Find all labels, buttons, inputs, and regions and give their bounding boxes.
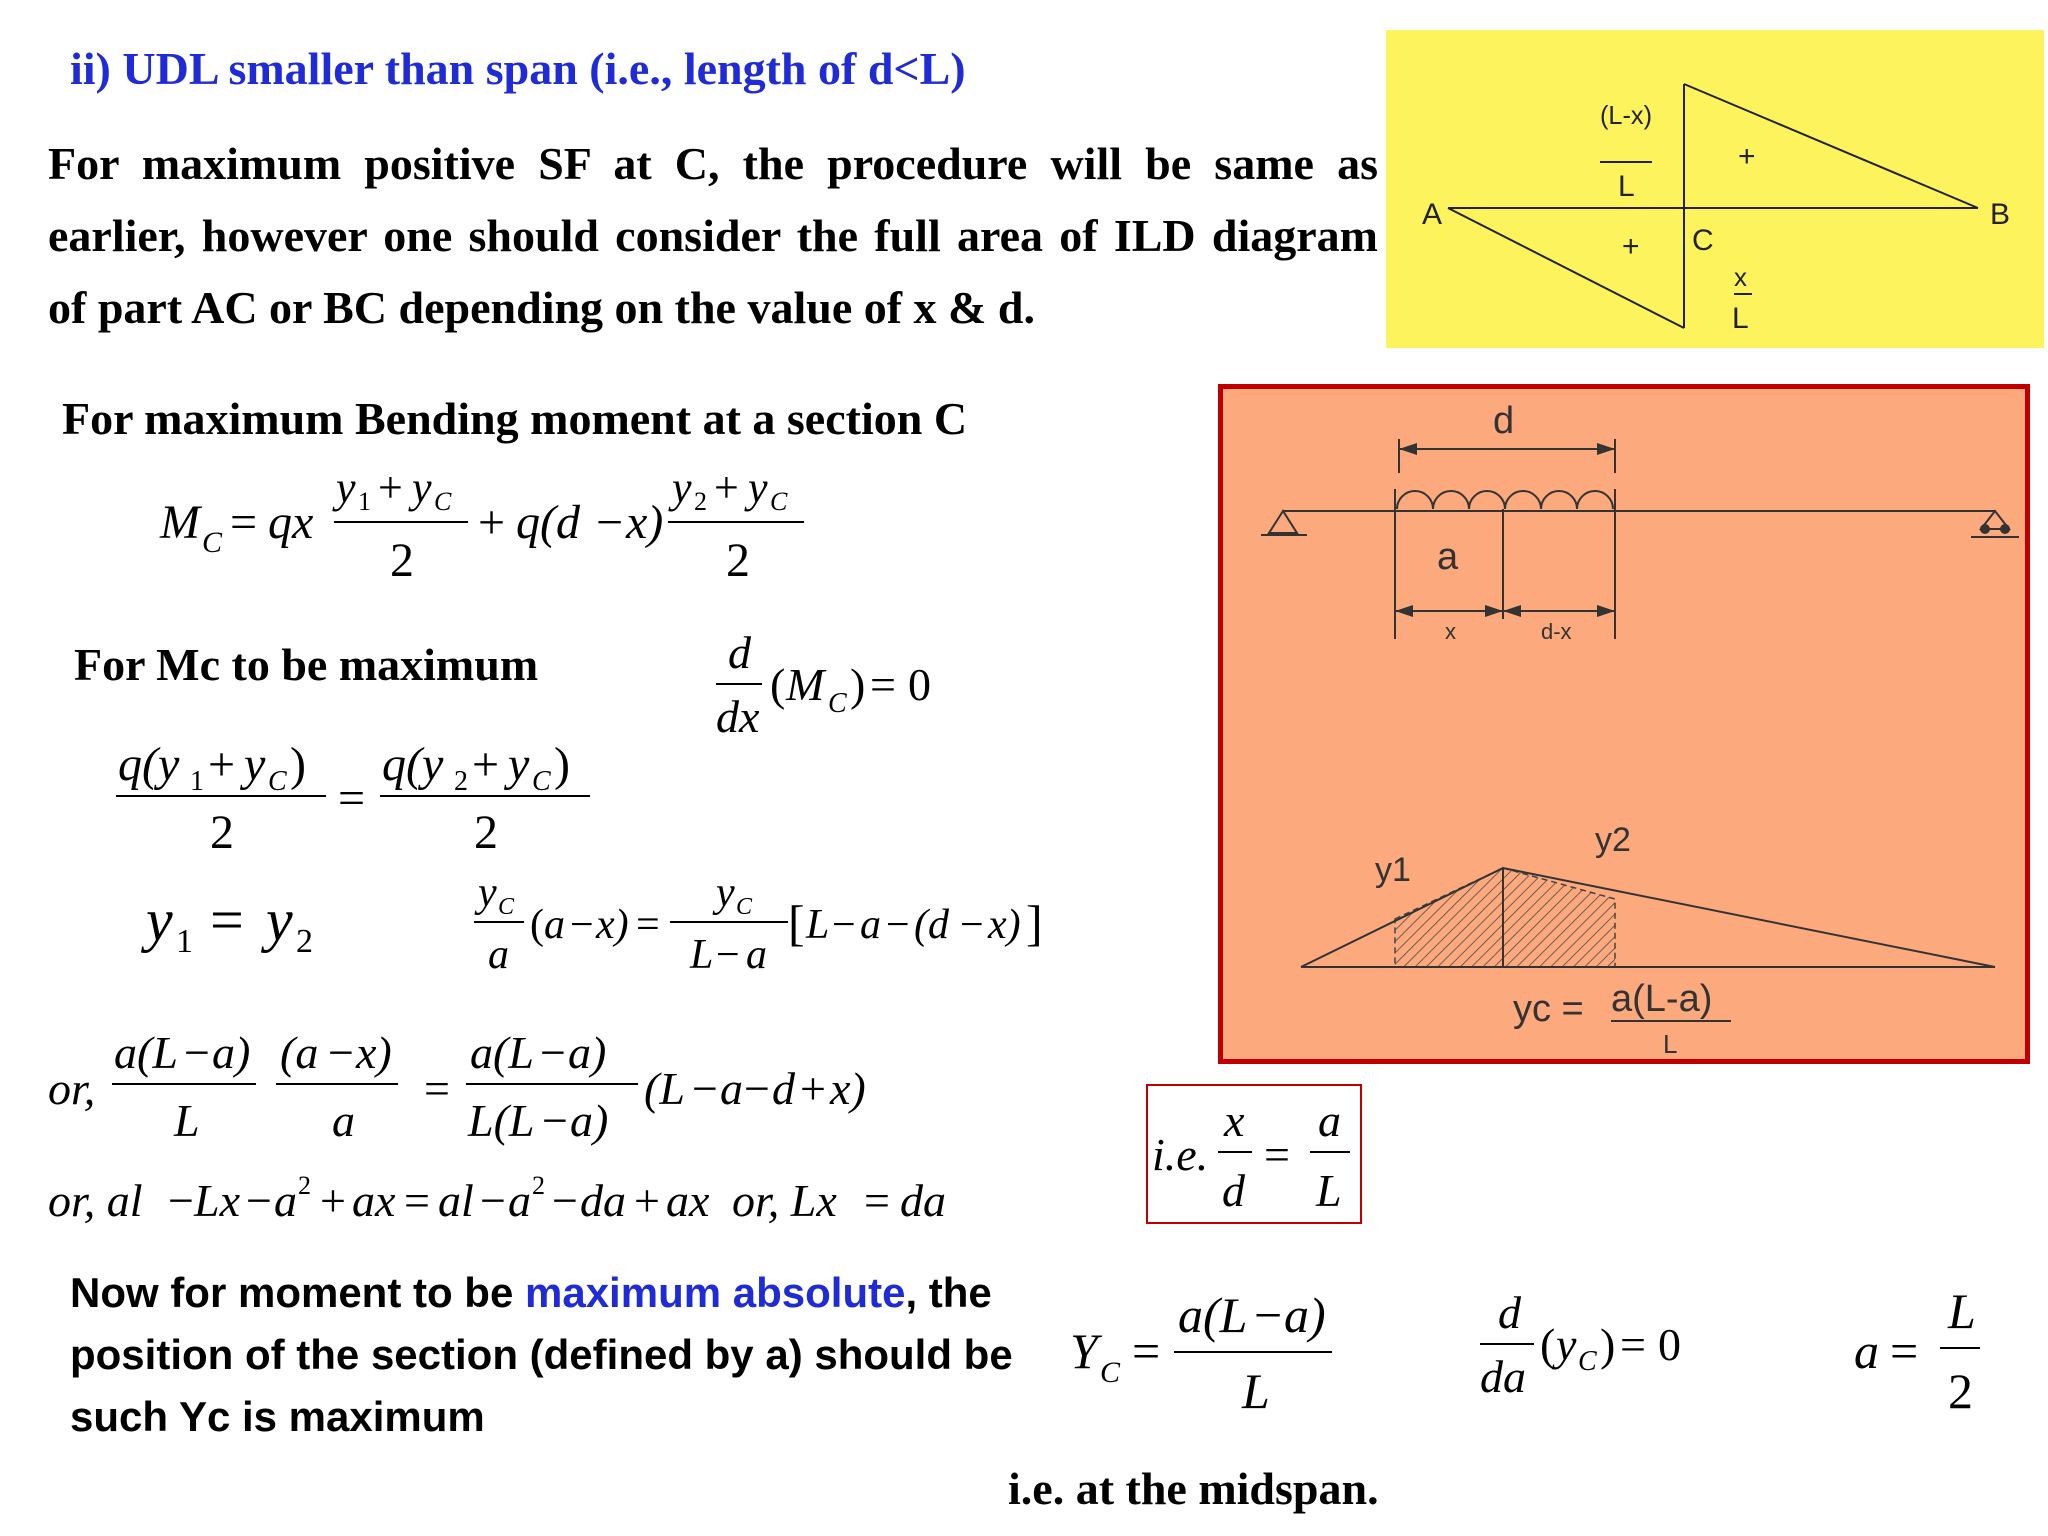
svg-text:2: 2 <box>454 766 468 797</box>
svg-text:y: y <box>508 738 530 791</box>
svg-text:C: C <box>434 487 452 516</box>
svg-text:a: a <box>332 1095 355 1146</box>
svg-text:qx: qx <box>268 496 314 549</box>
svg-text:or,: or, <box>48 1063 96 1114</box>
ild-negative-line <box>1448 208 1684 328</box>
svg-text:=: = <box>870 659 896 710</box>
label-y2: y2 <box>1595 821 1631 859</box>
svg-text:C: C <box>268 766 287 797</box>
svg-text:C: C <box>532 766 551 797</box>
svg-text:1: 1 <box>176 923 193 960</box>
mc-maximum-label: For Mc to be maximum <box>74 639 539 690</box>
svg-text:ax: ax <box>352 1175 396 1226</box>
svg-text:x): x) <box>596 902 629 948</box>
svg-text:C: C <box>828 688 847 719</box>
svg-text:(d: (d <box>914 902 949 948</box>
svg-text:a: a <box>860 902 881 948</box>
svg-text:+: + <box>634 1175 660 1226</box>
svg-text:y: y <box>266 887 293 953</box>
sf-paragraph: For maximum positive SF at C, the procedure will be same as earlier, however one should consider the full area of ILD diagram of part AC or BC depending on the value of x & d. <box>48 138 1378 333</box>
label-yc: yc = <box>1513 988 1584 1030</box>
svg-text:2: 2 <box>726 534 750 587</box>
derivative-yc-equation <box>1474 1287 1734 1420</box>
svg-text:a: a <box>720 1063 743 1114</box>
svg-text:(: ( <box>1540 1319 1556 1370</box>
svg-text:y: y <box>336 463 356 512</box>
svg-text:+: + <box>208 738 236 791</box>
svg-text:): ) <box>554 738 570 791</box>
midspan-conclusion: i.e. at the midspan. <box>1008 1463 1379 1514</box>
svg-text:+: + <box>320 1175 346 1226</box>
svg-text:d: d <box>1222 1165 1245 1216</box>
y1-equals-y2 <box>140 880 360 970</box>
svg-text:2: 2 <box>532 1171 545 1200</box>
label-x: x <box>1445 619 1456 644</box>
bending-moment-title: For maximum Bending moment at a section C <box>62 393 968 444</box>
ild-plus-upper: + <box>1738 140 1756 173</box>
hatched-right <box>1503 868 1615 967</box>
ild-top-numerator: (L-x) <box>1600 100 1652 130</box>
svg-text:=: = <box>1264 1129 1290 1180</box>
label-d: d <box>1493 400 1515 442</box>
svg-text:=: = <box>210 887 244 953</box>
svg-text:−: − <box>1254 1287 1283 1343</box>
svg-text:a): a) <box>568 1027 607 1078</box>
svg-text:2: 2 <box>1948 1363 1973 1419</box>
svg-text:(a: (a <box>280 1027 319 1078</box>
svg-text:d: d <box>1498 1287 1521 1338</box>
svg-text:L: L <box>806 902 830 948</box>
svg-text:al: al <box>438 1175 474 1226</box>
svg-text:a: a <box>544 902 565 948</box>
equal-area-equation <box>112 730 612 860</box>
svg-text:dx: dx <box>716 691 760 742</box>
svg-text:−: − <box>692 1063 718 1114</box>
svg-text:−: − <box>246 1175 272 1226</box>
label-d-minus-x: d-x <box>1541 619 1572 644</box>
similar-triangles-equation <box>470 868 1090 988</box>
svg-text:ax: ax <box>666 1175 710 1226</box>
svg-text:(L: (L <box>644 1063 685 1114</box>
ild-diagram <box>1386 30 2044 348</box>
svg-text:2: 2 <box>296 923 313 960</box>
svg-text:x): x) <box>356 1027 392 1078</box>
ild-top-denominator: L <box>1618 170 1635 203</box>
hatched-left <box>1395 868 1503 967</box>
svg-text:−: − <box>832 902 856 948</box>
svg-text:−: − <box>886 902 910 948</box>
svg-text:2: 2 <box>298 1171 311 1200</box>
svg-text:=: = <box>1620 1319 1646 1370</box>
svg-text:a: a <box>488 932 509 978</box>
svg-text:−: − <box>570 902 594 948</box>
beam-diagram-panel <box>1218 384 2030 1064</box>
svg-text:): ) <box>290 738 306 791</box>
svg-text:da: da <box>580 1175 626 1226</box>
svg-text:=: = <box>230 496 258 549</box>
svg-text:=: = <box>404 1175 430 1226</box>
left-support <box>1269 511 1297 533</box>
svg-text:L: L <box>1242 1363 1270 1419</box>
svg-text:L: L <box>174 1095 200 1146</box>
svg-text:y: y <box>412 463 432 512</box>
svg-text:x: x <box>1224 1095 1245 1146</box>
svg-text:C: C <box>202 526 223 559</box>
derivative-mc-equation <box>710 627 970 760</box>
svg-text:): ) <box>1600 1319 1616 1370</box>
svg-text:−: − <box>552 1175 578 1226</box>
svg-text:y: y <box>748 463 768 512</box>
svg-text:or, Lx: or, Lx <box>732 1175 837 1226</box>
absolute-max-text-2: , the position of the section (defined by a) should be such Yc is maximum <box>70 1269 1013 1440</box>
ild-positive-line <box>1684 84 1978 208</box>
svg-text:y: y <box>478 870 497 916</box>
yc-equation <box>1066 1284 1366 1424</box>
ild-label-c: C <box>1692 224 1714 257</box>
label-y1: y1 <box>1375 851 1411 889</box>
ild-label-a: A <box>1422 198 1443 231</box>
label-yc-denominator: L <box>1663 1029 1678 1059</box>
svg-text:=: = <box>1132 1323 1161 1379</box>
svg-text:x): x) <box>988 902 1021 948</box>
svg-text:a: a <box>1854 1323 1879 1379</box>
svg-text:=: = <box>864 1175 890 1226</box>
ild-label-b: B <box>1990 198 2011 231</box>
svg-text:[: [ <box>788 895 805 951</box>
svg-text:−: − <box>542 1095 568 1146</box>
svg-text:C: C <box>1100 1356 1121 1389</box>
beam-diagram <box>1223 389 2025 1059</box>
svg-text:+: + <box>378 463 403 512</box>
absolute-max-text-1: Now for moment to be <box>70 1269 525 1316</box>
expansion-equation <box>40 1160 1060 1240</box>
svg-text:+: + <box>478 496 506 549</box>
svg-text:a: a <box>508 1175 531 1226</box>
svg-text:Y: Y <box>1070 1323 1098 1379</box>
svg-text:=: = <box>338 772 366 825</box>
svg-text:da: da <box>1480 1351 1526 1402</box>
svg-text:L(L: L(L <box>468 1095 535 1146</box>
svg-text:a: a <box>746 932 767 978</box>
svg-text:(: ( <box>770 659 786 710</box>
ild-plus-lower: + <box>1622 230 1640 263</box>
svg-text:q(y: q(y <box>118 738 180 791</box>
svg-text:−: − <box>168 1175 194 1226</box>
svg-text:0: 0 <box>1658 1319 1681 1370</box>
svg-text:y: y <box>244 738 266 791</box>
svg-text:a): a) <box>1284 1287 1326 1343</box>
svg-text:d: d <box>728 627 751 678</box>
svg-text:L: L <box>1948 1283 1976 1339</box>
svg-text:0: 0 <box>908 659 931 710</box>
absolute-max-paragraph <box>70 1262 1030 1448</box>
svg-text:−: − <box>184 1027 210 1078</box>
svg-text:M: M <box>786 659 825 710</box>
svg-text:a(L: a(L <box>114 1027 178 1078</box>
absolute-max-highlight: maximum absolute <box>525 1269 906 1316</box>
result-box <box>1146 1084 1362 1224</box>
svg-text:M: M <box>160 496 200 549</box>
svg-text:1: 1 <box>358 487 371 516</box>
svg-text:−: − <box>328 1027 354 1078</box>
svg-text:q(y: q(y <box>382 738 444 791</box>
svg-text:x): x) <box>626 496 664 549</box>
svg-text:Lx: Lx <box>194 1175 240 1226</box>
svg-text:y: y <box>672 463 692 512</box>
svg-text:L: L <box>1316 1165 1342 1216</box>
svg-text:L: L <box>690 932 714 978</box>
ild-diagram-panel <box>1386 30 2044 348</box>
svg-text:−: − <box>744 1063 770 1114</box>
svg-text:+: + <box>472 738 500 791</box>
svg-text:1: 1 <box>190 766 204 797</box>
substitution-equation <box>40 1020 940 1150</box>
svg-text:−: − <box>960 902 984 948</box>
svg-text:d: d <box>772 1063 795 1114</box>
svg-text:]: ] <box>1026 895 1043 951</box>
svg-text:a): a) <box>570 1095 609 1146</box>
svg-text:a): a) <box>212 1027 251 1078</box>
svg-text:2: 2 <box>694 487 707 516</box>
ild-bottom-numerator: x <box>1734 262 1747 292</box>
mc-equation <box>150 463 850 590</box>
svg-text:C: C <box>498 894 515 920</box>
svg-text:+: + <box>800 1063 826 1114</box>
svg-text:i.e.: i.e. <box>1152 1129 1209 1180</box>
a-midspan-equation <box>1850 1284 2010 1424</box>
svg-text:C: C <box>770 487 788 516</box>
svg-text:x): x) <box>830 1063 866 1114</box>
svg-text:−: − <box>596 496 624 549</box>
svg-text:a: a <box>274 1175 297 1226</box>
svg-text:y: y <box>146 887 173 953</box>
svg-text:C: C <box>736 894 753 920</box>
svg-text:−: − <box>480 1175 506 1226</box>
svg-text:a: a <box>1318 1095 1341 1146</box>
svg-text:or, al: or, al <box>48 1175 143 1226</box>
svg-text:2: 2 <box>210 806 234 859</box>
svg-text:−: − <box>540 1027 566 1078</box>
label-yc-numerator: a(L-a) <box>1611 978 1713 1020</box>
svg-text:y: y <box>1556 1319 1577 1370</box>
svg-text:): ) <box>850 659 866 710</box>
svg-text:=: = <box>636 902 660 948</box>
svg-text:+: + <box>714 463 739 512</box>
svg-text:a(L: a(L <box>470 1027 534 1078</box>
udl-load <box>1397 491 1613 509</box>
svg-text:=: = <box>1890 1323 1919 1379</box>
svg-text:y: y <box>716 870 735 916</box>
svg-text:da: da <box>900 1175 946 1226</box>
ild-bottom-denominator: L <box>1732 302 1749 335</box>
section-heading: ii) UDL smaller than span (i.e., length of d<L) <box>70 43 966 94</box>
svg-text:=: = <box>424 1063 450 1114</box>
svg-text:q(d: q(d <box>516 496 580 549</box>
svg-text:2: 2 <box>474 806 498 859</box>
label-a: a <box>1437 536 1459 578</box>
svg-text:2: 2 <box>390 534 414 587</box>
svg-text:−: − <box>716 932 740 978</box>
svg-text:a(L: a(L <box>1178 1287 1248 1343</box>
svg-text:C: C <box>1578 1346 1597 1377</box>
svg-text:(: ( <box>530 902 544 948</box>
result-equation <box>1148 1086 1360 1222</box>
